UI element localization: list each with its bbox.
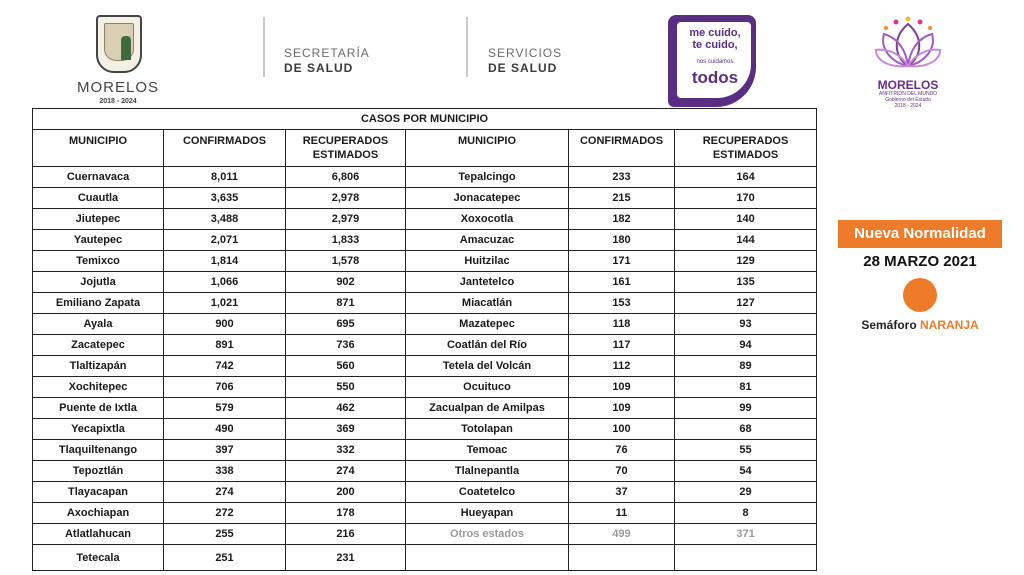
secretaria-de-salud-logo: SECRETARÍA DE SALUD: [284, 46, 370, 75]
table-row: Puente de Ixtla 579 462 Zacualpan de Amilpas 109 99: [33, 398, 817, 419]
state-years: 2018 - 2024: [99, 98, 137, 105]
semaforo-indicator-icon: [903, 278, 937, 312]
table-row: Zacatepec 891 736 Coatlán del Río 117 94: [33, 335, 817, 356]
cases-by-municipality-table: [32, 108, 816, 575]
servicios-de-salud-logo: SERVICIOS DE SALUD: [488, 46, 563, 75]
column-header: RECUPERADOS ESTIMADOS: [286, 130, 406, 167]
table-row: Cuernavaca 8,011 6,806 Tepalcingo 233 164: [33, 167, 817, 188]
table-row: Xochitepec 706 550 Ocuituco 109 81: [33, 377, 817, 398]
header: [0, 0, 1024, 108]
semaforo-status: Semáforo NARANJA: [861, 318, 979, 332]
phase-banner: Nueva Normalidad: [838, 220, 1002, 248]
divider: [263, 17, 265, 77]
lotus-flower-icon: [874, 16, 942, 76]
table-row: Yecapixtla 490 369 Totolapan 100 68: [33, 419, 817, 440]
table-row: Temixco 1,814 1,578 Huitzilac 171 129: [33, 251, 817, 272]
table-row: Jojutla 1,066 902 Jantetelco 161 135: [33, 272, 817, 293]
column-header: RECUPERADOS ESTIMADOS: [675, 130, 817, 167]
column-header: CONFIRMADOS: [164, 130, 286, 167]
semaforo-level: NARANJA: [920, 318, 979, 332]
table-row: Tlayacapan 274 200 Coatetelco 37 29: [33, 482, 817, 503]
table-row: Cuautla 3,635 2,978 Jonacatepec 215 170: [33, 188, 817, 209]
table-row: Jiutepec 3,488 2,979 Xoxocotla 182 140: [33, 209, 817, 230]
column-header: MUNICIPIO: [406, 130, 569, 167]
right-logo-name: MORELOS: [877, 78, 939, 92]
right-logo-tagline: ANFITRIÓN DEL MUNDO: [878, 91, 938, 97]
column-header: CONFIRMADOS: [569, 130, 675, 167]
report-date: 28 MARZO 2021: [863, 253, 977, 270]
campaign-badge: me cuido, te cuido, nos cuidamos todos: [668, 15, 756, 107]
state-coat-of-arms-icon: [96, 15, 142, 73]
right-logo-sub: Gobierno del Estado: [885, 97, 931, 103]
table-row: Tlaltizapán 742 560 Tetela del Volcán 112 89: [33, 356, 817, 377]
table-row: Axochiapan 272 178 Hueyapan 11 8: [33, 503, 817, 524]
column-header: MUNICIPIO: [33, 130, 164, 167]
table-caption: CASOS POR MUNICIPIO: [33, 109, 817, 130]
table-row: Tlaquiltenango 397 332 Temoac 76 55: [33, 440, 817, 461]
table-row: Yautepec 2,071 1,833 Amacuzac 180 144: [33, 230, 817, 251]
state-name: MORELOS: [76, 79, 159, 96]
table-row: Tepoztlán 338 274 Tlalnepantla 70 54: [33, 461, 817, 482]
table-row: Ayala 900 695 Mazatepec 118 93: [33, 314, 817, 335]
table-row: Atlatlahucan 255 216 Otros estados 499 371: [33, 524, 817, 545]
divider: [466, 17, 468, 77]
right-logo-years: 2018 - 2024: [894, 103, 922, 109]
table-row: Emiliano Zapata 1,021 871 Miacatlán 153 127: [33, 293, 817, 314]
table-row: Tetecala 251 231: [33, 545, 817, 571]
